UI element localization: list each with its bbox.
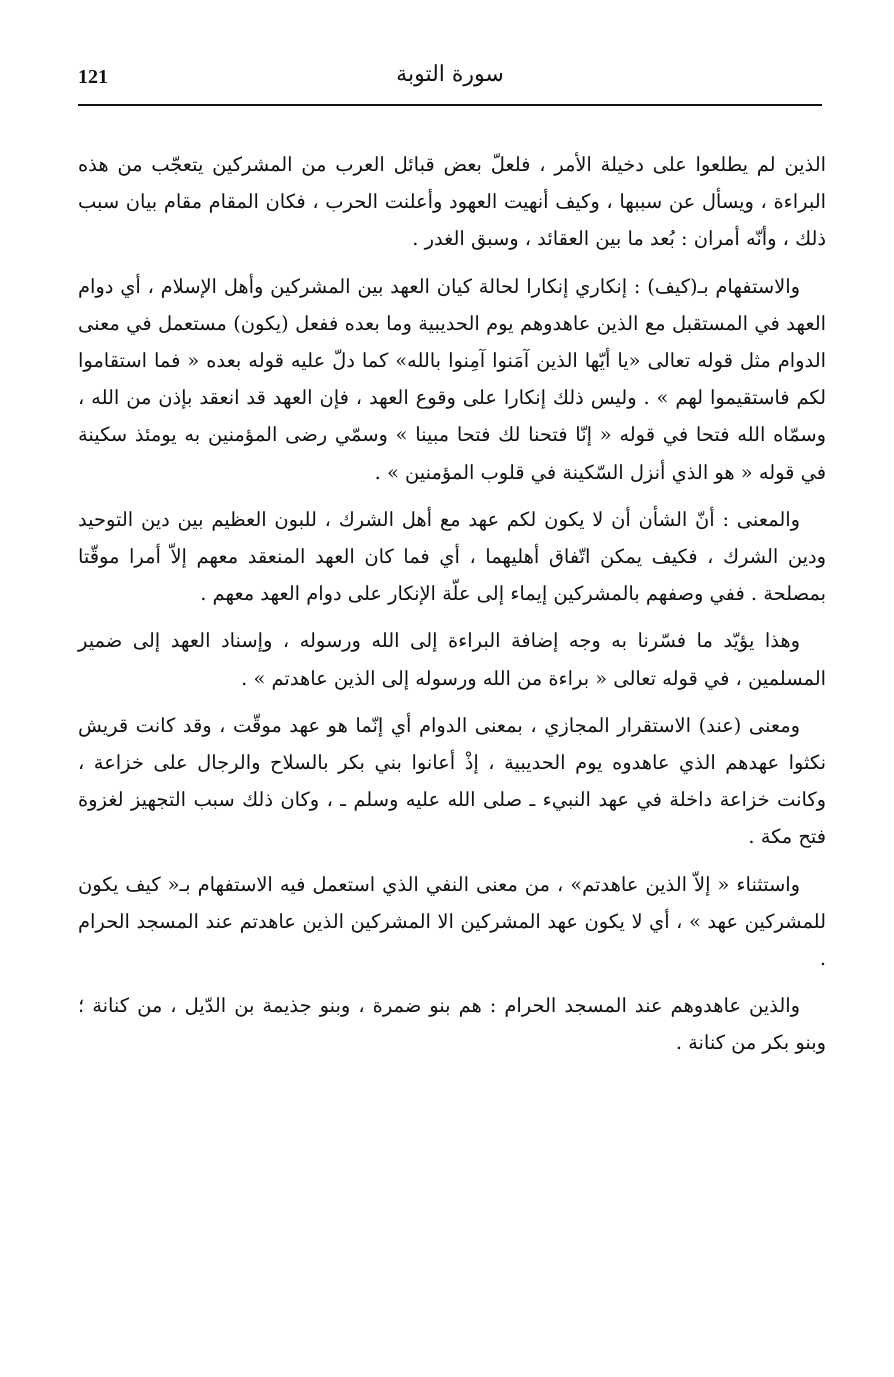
paragraph: وهذا يؤيّد ما فسّرنا به وجه إضافة البراءة إلى الله ورسوله ، وإسناد العهد إلى ضمير المسلمين ، في قوله تعالى « براءة من الله ورسوله إلى الذين عاهدتم » . [78, 629, 826, 690]
page-header [78, 62, 822, 102]
paragraph: والمعنى : أنّ الشأن أن لا يكون لكم عهد مع أهل الشرك ، للبون العظيم بين دين التوحيد ودين الشرك ، فكيف يمكن اتّفاق أهليهما ، أي فما كان العهد المنعقد معهم إلاّ أمرا موقّتا بمصلحة . ففي وصفهم بالمشركين إيماء إلى علّة الإنكار على دوام العهد معهم . [78, 507, 826, 606]
running-title: سورة التوبة [396, 62, 504, 87]
page-number: 121 [78, 66, 108, 88]
paragraph: ومعنى (عند) الاستقرار المجازي ، بمعنى الدوام أي إنّما هو عهد موقّت ، وقد كانت قريش نكثوا عهدهم الذي عاهدوه يوم الحديبية ، إذْ أعانوا بني بكر بالسلاح والرجال على خزاعة ، وكانت خزاعة داخلة في عهد النبيء ـ صلى الله عليه وسلم ـ ، وكان ذلك سبب التجهيز لغزوة فتح مكة . [78, 713, 826, 849]
paragraph: واستثناء « إلاّ الذين عاهدتم» ، من معنى النفي الذي استعمل فيه الاستفهام بـ« كيف يكون للمشركين عهد » ، أي لا يكون عهد المشركين الا المشركين الذين عاهدتم عند المسجد الحرام . [78, 872, 826, 971]
header-rule [78, 104, 822, 106]
paragraph: والذين عاهدوهم عند المسجد الحرام : هم بنو ضمرة ، وبنو جذيمة بن الدّيل ، من كنانة ؛ وبنو بكر من كنانة . [78, 994, 826, 1055]
paragraph: والاستفهام بـ(كيف) : إنكاري إنكارا لحالة كيان العهد بين المشركين وأهل الإسلام ، أي دوام العهد في المستقبل مع الذين عاهدوهم يوم الحديبية وما بعده ففعل (يكون) مستعمل في معنى الدوام مثل قوله تعالى «يا أيّها الذين آمَنوا آمِنوا بالله» كما دلّ عليه قوله بعده « فما استقاموا لكم فاستقيموا لهم » . وليس ذلك إنكارا على وقوع العهد ، فإن العهد قد انعقد بإذن من الله ، وسمّاه الله فتحا في قوله « إنّا فتحنا لك فتحا مبينا » وسمّي رضى المؤمنين به يومئذ سكينة في قوله « هو الذي أنزل السّكينة في قلوب المؤمنين » . [78, 274, 826, 484]
paragraph: الذين لم يطلعوا على دخيلة الأمر ، فلعلّ بعض قبائل العرب من المشركين يتعجّب من هذه البراءة ، ويسأل عن سببها ، وكيف أنهيت العهود وأعلنت الحرب ، فكان المقام مقام بيان سبب ذلك ، وأنّه أمران : بُعد ما بين العقائد ، وسبق الغدر . [78, 153, 826, 251]
body-text [78, 146, 826, 1072]
